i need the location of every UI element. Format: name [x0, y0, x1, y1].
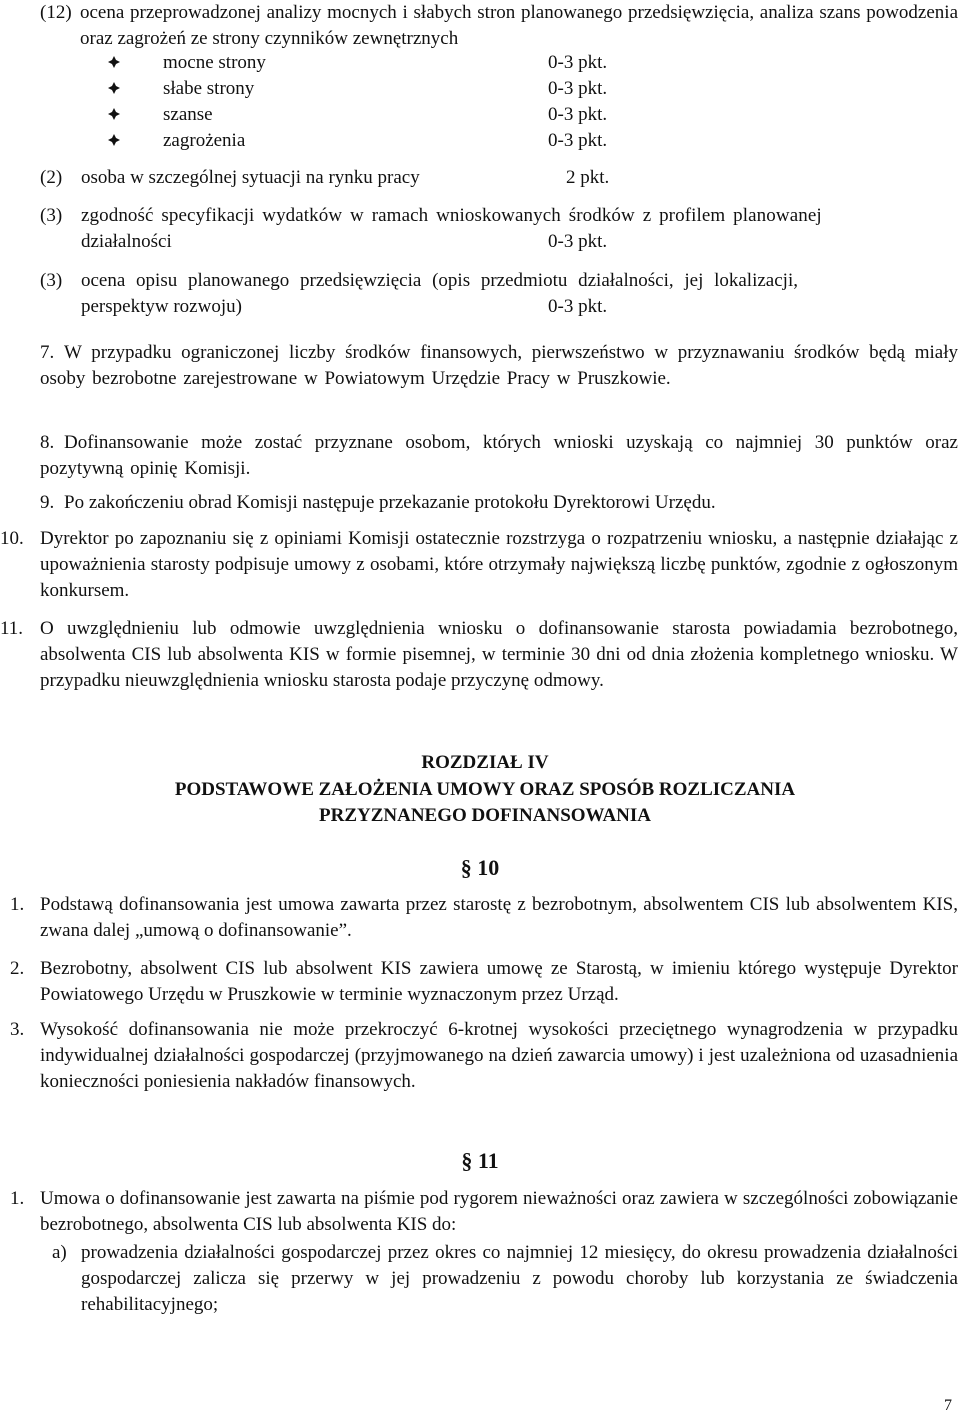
item-text: Po zakończeniu obrad Komisji następuje przekazanie protokołu Dyrektorowi Urzędu.	[64, 492, 716, 513]
criterion-number: (3)	[40, 270, 63, 291]
bullet-points: 0-3 pkt.	[548, 104, 608, 125]
criterion-points: 0-3 pkt.	[548, 231, 608, 252]
diamond-bullet-icon	[108, 56, 120, 68]
list-item-10	[0, 526, 958, 604]
bullet-label: słabe strony	[163, 78, 255, 99]
criterion-text-cont: działalności	[81, 231, 172, 252]
item-text: Umowa o dofinansowanie jest zawarta na piśmie pod rygorem nieważności oraz zawiera w szczególności zobowiązanie bezrobotnego, absolwenta CIS lub absolwenta KIS do:	[40, 1188, 958, 1235]
section11-subitem-a	[0, 1240, 958, 1318]
section10-item-3	[0, 1017, 958, 1095]
section-heading-10: § 10	[460, 855, 500, 880]
criterion-number: (2)	[40, 167, 63, 188]
item-text: Podstawą dofinansowania jest umowa zawarta przez starostę z bezrobotnym, absolwentem CIS lub absolwentem KIS, zwana dalej „umową o dofinansowanie”.	[40, 894, 958, 941]
list-item-9	[40, 490, 958, 516]
criterion-number: (12)	[40, 2, 72, 23]
item-number: 9.	[40, 492, 55, 513]
criterion-points: 2 pkt.	[566, 167, 610, 188]
bullet-item	[108, 102, 120, 128]
list-item-8	[40, 430, 958, 482]
subitem-text: prowadzenia działalności gospodarczej przez okres co najmniej 12 miesięcy, do okresu prowadzenia działalności gospodarczej zalicza się przerwy w jej prowadzeniu z powodu choroby lub korzystania ze świadczenia rehabilitacyjnego;	[81, 1242, 958, 1315]
bullet-points: 0-3 pkt.	[548, 52, 608, 73]
bullet-points: 0-3 pkt.	[548, 130, 608, 151]
bullet-item	[108, 76, 120, 102]
item-text: Bezrobotny, absolwent CIS lub absolwent KIS zawiera umowę ze Starostą, w imieniu którego występuje Dyrektor Powiatowego Urzędu w Pruszkowie w terminie wyznaczonym przez Urząd.	[40, 958, 958, 1005]
item-text: O uwzględnieniu lub odmowie uwzględnienia wniosku o dofinansowanie starosta powiadamia bezrobotnego, absolwenta CIS lub absolwenta KIS w formie pisemnej, w terminie 30 dni od dnia złożenia kompletnego wniosku. W przypadku nieuwzględnienia wniosku starosta podaje przyczynę odmowy.	[40, 618, 958, 691]
page-number: 7	[944, 1397, 952, 1414]
bullet-label: mocne strony	[163, 52, 266, 73]
section11-item-1	[0, 1186, 958, 1238]
item-number: 3.	[10, 1019, 25, 1040]
criterion-text: ocena opisu planowanego przedsięwzięcia (opis przedmiotu działalności, jej lokalizacji,	[81, 270, 798, 291]
criterion-12	[40, 0, 958, 52]
item-text: Dofinansowanie może zostać przyznane osobom, których wnioski uzyskają co najmniej 30 punktów oraz pozytywną opinię Komisji.	[40, 432, 958, 479]
item-text: W przypadku ograniczonej liczby środków finansowych, pierwszeństwo w przyznawaniu środków będą miały osoby bezrobotne zarejestrowane w Powiatowym Urzędzie Pracy w Pruszkowie.	[40, 342, 958, 389]
item-number: 1.	[10, 894, 25, 915]
item-number: 11.	[0, 618, 24, 639]
section10-item-1	[0, 892, 958, 944]
bullet-label: szanse	[163, 104, 213, 125]
subitem-letter: a)	[52, 1242, 67, 1263]
item-text: Dyrektor po zapoznaniu się z opiniami Komisji ostatecznie rozstrzyga o rozpatrzeniu wniosku, a następnie działając z upoważnienia starosty podpisuje umowy z osobami, które otrzymały największą liczbę punktów, zgodnie z ogłoszonym konkursem.	[40, 528, 958, 601]
item-number: 7.	[40, 342, 55, 363]
chapter-title: ROZDZIAŁ IV	[421, 752, 549, 773]
bullet-item	[108, 128, 120, 154]
criterion-number: (3)	[40, 205, 63, 226]
bullet-item	[108, 50, 120, 76]
criterion-text: zgodność specyfikacji wydatków w ramach wnioskowanych środków z profilem planowanej	[81, 205, 822, 226]
item-number: 1.	[10, 1188, 25, 1209]
criterion-text: osoba w szczególnej sytuacji na rynku pracy	[81, 167, 420, 188]
list-item-11	[0, 616, 958, 694]
chapter-subtitle: PODSTAWOWE ZAŁOŻENIA UMOWY ORAZ SPOSÓB ROZLICZANIA	[174, 779, 796, 800]
item-number: 10.	[0, 528, 24, 549]
criterion-points: 0-3 pkt.	[548, 296, 608, 317]
item-number: 8.	[40, 432, 55, 453]
diamond-bullet-icon	[108, 108, 120, 120]
item-number: 2.	[10, 958, 25, 979]
section-heading-11: § 11	[461, 1148, 499, 1173]
diamond-bullet-icon	[108, 82, 120, 94]
bullet-points: 0-3 pkt.	[548, 78, 608, 99]
criterion-text: ocena przeprowadzonej analizy mocnych i słabych stron planowanego przedsięwzięcia, analiza szans powodzenia oraz zagrożeń ze strony czynników zewnętrznych	[80, 2, 958, 49]
chapter-subtitle: PRZYZNANEGO DOFINANSOWANIA	[319, 805, 651, 826]
section10-item-2	[0, 956, 958, 1008]
list-item-7	[40, 340, 958, 392]
diamond-bullet-icon	[108, 134, 120, 146]
item-text: Wysokość dofinansowania nie może przekroczyć 6-krotnej wysokości przeciętnego wynagrodzenia w przypadku indywidualnej działalności gospodarczej (przyjmowanego na dzień zawarcia umowy) i jest uzależniona od uzasadnienia konieczności poniesienia nakładów finansowych.	[40, 1019, 958, 1092]
criterion-text-cont: perspektyw rozwoju)	[81, 296, 242, 317]
bullet-label: zagrożenia	[163, 130, 246, 151]
